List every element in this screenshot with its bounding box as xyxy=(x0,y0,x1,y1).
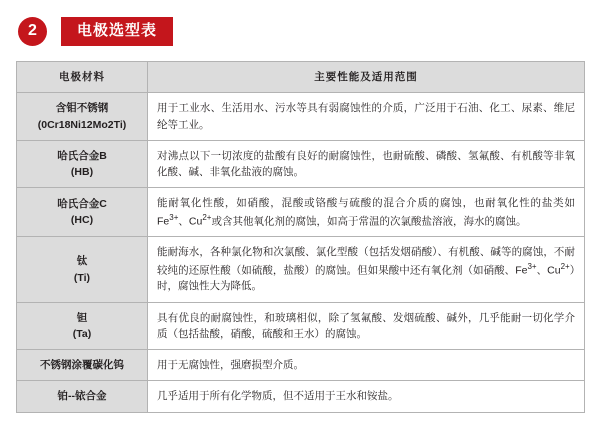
material-name-line2: (HB) xyxy=(70,166,94,179)
cell-material xyxy=(17,350,148,381)
material-name-line1: 哈氏合金B xyxy=(57,149,107,162)
table-row xyxy=(17,93,585,141)
table-row xyxy=(17,381,585,412)
desc-superscript: 2+ xyxy=(560,261,570,271)
desc-part: 能耐海水，各种氯化物和次氯酸、氯化型酸（包括发烟硝酸）、有机酸、碱等的腐蚀，不耐较纯的还原性酸（如硫酸，盐酸）的腐蚀。但如果酸中还有氧化剂（如硝酸、Fe xyxy=(157,246,575,277)
desc-part: 或含其他氧化剂的腐蚀，如高于常温的次氯酸盐溶液，海水的腐蚀。 xyxy=(211,215,527,228)
desc-part: ）时，腐蚀性大为降低。 xyxy=(157,264,575,293)
table-row xyxy=(17,188,585,237)
desc-superscript: 2+ xyxy=(202,212,212,222)
material-name-line1: 钛 xyxy=(76,255,88,268)
table-row xyxy=(17,237,585,302)
section-header xyxy=(18,14,584,48)
desc-part: Fe xyxy=(157,215,170,228)
column-header-description: 主要性能及适用范围 xyxy=(148,62,585,93)
table-header-row xyxy=(17,62,585,93)
cell-material xyxy=(17,237,148,302)
section-number-badge: 2 xyxy=(18,17,47,46)
table-row xyxy=(17,140,585,188)
material-name-line1: 钽 xyxy=(76,311,88,324)
cell-description: 对沸点以下一切浓度的盐酸有良好的耐腐蚀性，也耐硫酸、磷酸、氢氟酸、有机酸等非氧化酸、碱、非氧化盐液的腐蚀。 xyxy=(148,140,585,188)
electrode-selection-table xyxy=(16,61,585,413)
cell-material xyxy=(17,302,148,350)
table-row xyxy=(17,350,585,381)
table-row xyxy=(17,302,585,350)
material-name-line1: 不锈钢涂覆碳化钨 xyxy=(40,359,124,372)
material-name-line2: (Ta) xyxy=(72,327,92,340)
cell-description: 几乎适用于所有化学物质，但不适用于王水和铵盐。 xyxy=(148,381,585,412)
material-name-line1: 含钼不锈钢 xyxy=(55,102,109,115)
cell-material xyxy=(17,381,148,412)
cell-description: 具有优良的耐腐蚀性，和玻璃相似，除了氢氟酸、发烟硫酸、碱外，几乎能耐一切化学介质（包括盐酸，硝酸，硫酸和王水）的腐蚀。 xyxy=(148,302,585,350)
material-name-line1: 哈氏合金C xyxy=(57,198,107,211)
desc-superscript: 3+ xyxy=(169,212,179,222)
cell-material xyxy=(17,140,148,188)
cell-description: 用于无腐蚀性，强磨损型介质。 xyxy=(148,350,585,381)
cell-description xyxy=(148,188,585,237)
material-name-line1: 铂--铱合金 xyxy=(57,390,107,403)
material-name-line2: (HC) xyxy=(70,214,94,227)
cell-description: 用于工业水、生活用水、污水等具有弱腐蚀性的介质，广泛用于石油、化工、尿素、维尼纶等工业。 xyxy=(148,93,585,141)
material-name-line2: (Ti) xyxy=(73,271,91,284)
material-name-line2: (0Cr18Ni12Mo2Ti) xyxy=(37,118,127,131)
desc-part: 能耐氧化性酸，如硝酸，混酸或铬酸与硫酸的混合介质的腐蚀，也耐氧化性的盐类如 xyxy=(157,197,575,210)
page-title: 电极选型表 xyxy=(61,17,173,46)
cell-material xyxy=(17,188,148,237)
desc-superscript: 3+ xyxy=(527,261,537,271)
desc-part: 、Cu xyxy=(536,264,561,277)
cell-description xyxy=(148,237,585,302)
column-header-material: 电极材料 xyxy=(17,62,148,93)
desc-part: 、Cu xyxy=(178,215,203,228)
cell-material xyxy=(17,93,148,141)
